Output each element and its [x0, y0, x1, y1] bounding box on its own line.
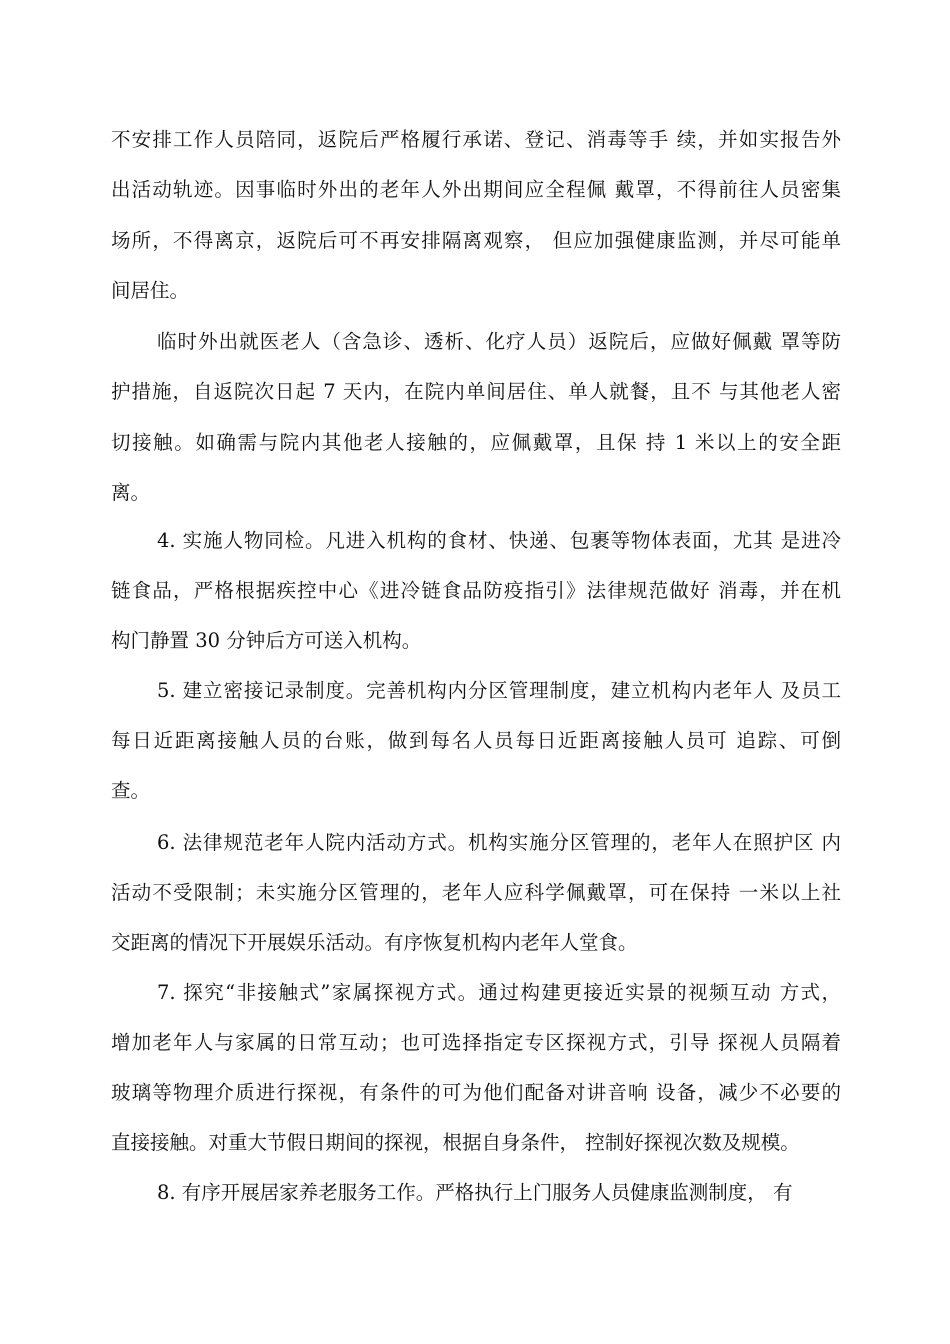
body-text-line: 构门静置 30 分钟后方可送入机构。: [111, 629, 422, 652]
body-text-line: 不安排工作人员陪同，返院后严格履行承诺、登记、消毒等手 续，并如实报告外: [111, 128, 841, 151]
body-text-line: 5. 建立密接记录制度。完善机构内分区管理制度，建立机构内老年人 及员工: [157, 679, 841, 702]
body-text-line: 场所，不得离京，返院后可不再安排隔离观察， 但应加强健康监测，并尽可能单: [111, 229, 841, 252]
body-text-line: 8. 有序开展居家养老服务工作。严格执行上门服务人员健康监测制度， 有: [157, 1181, 793, 1204]
body-text-line: 出活动轨迹。因事临时外出的老年人外出期间应全程佩 戴罩，不得前往人员密集: [111, 178, 841, 201]
body-text-line: 离。: [111, 481, 151, 504]
body-text-line: 玻璃等物理介质进行探视，有条件的可为他们配备对讲音响 设备，减少不必要的: [111, 1081, 841, 1104]
body-text-line: 切接触。如确需与院内其他老人接触的，应佩戴罩，且保 持 1 米以上的安全距: [111, 431, 841, 454]
body-text-line: 增加老年人与家属的日常互动；也可选择指定专区探视方式，引导 探视人员隔着: [111, 1031, 841, 1054]
body-text-line: 6. 法律规范老年人院内活动方式。机构实施分区管理的，老年人在照护区 内: [157, 831, 841, 854]
body-text-line: 4. 实施人物同检。凡进入机构的食材、快递、包裹等物体表面，尤其 是进冷: [157, 529, 841, 552]
body-text-line: 活动不受限制；未实施分区管理的，老年人应科学佩戴罩，可在保持 一米以上社: [111, 881, 841, 904]
body-text-line: 链食品，严格根据疾控中心《进冷链食品防疫指引》法律规范做好 消毒，并在机: [111, 579, 841, 602]
body-text-line: 7. 探究“非接触式”家属探视方式。通过构建更接近实景的视频互动 方式，: [157, 981, 841, 1004]
body-text-line: 每日近距离接触人员的台账，做到每名人员每日近距离接触人员可 追踪、可倒: [111, 729, 841, 752]
body-text-line: 临时外出就医老人（含急诊、透析、化疗人员）返院后，应做好佩戴 罩等防: [157, 330, 841, 353]
body-text-line: 交距离的情况下开展娱乐活动。有序恢复机构内老年人堂食。: [111, 931, 638, 954]
body-text-line: 直接接触。对重大节假日期间的探视，根据自身条件， 控制好探视次数及规模。: [111, 1131, 800, 1154]
body-text-line: 间居住。: [111, 279, 190, 302]
body-text-line: 护措施，自返院次日起 7 天内，在院内单间居住、单人就餐，且不 与其他老人密: [111, 380, 841, 403]
body-text-line: 查。: [111, 779, 151, 802]
